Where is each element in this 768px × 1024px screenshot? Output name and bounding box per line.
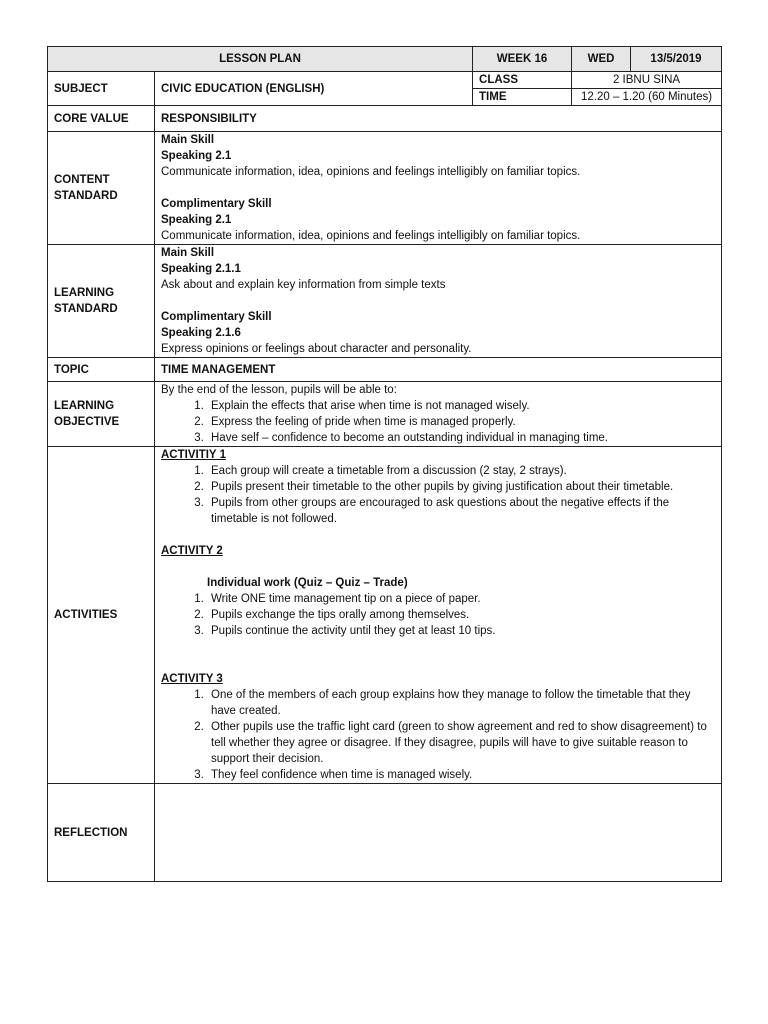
activity-3-title: ACTIVITY 3 [161, 673, 223, 685]
topic-label: TOPIC [48, 358, 155, 382]
core-value-row [48, 106, 722, 132]
reflection-label: REFLECTION [48, 784, 155, 882]
learning-standard-label-line2: STANDARD [54, 303, 118, 315]
learning-standard-label [48, 245, 155, 358]
list-item: 2. Other pupils use the traffic light card (green to show agreement and red to show disagreement) to tell whether they agree or disagree. If they disagree, pupils will have to give suitable reason to support their decision. [207, 719, 715, 767]
activities-label: ACTIVITIES [48, 447, 155, 784]
list-item: 2. Pupils present their timetable to the other pupils by giving justification about their timetable. [207, 479, 715, 495]
ls-comp-code: Speaking 2.1.6 [161, 327, 241, 339]
spacer [161, 293, 715, 309]
content-standard-body [155, 132, 722, 245]
activity-1-title: ACTIVITIY 1 [161, 449, 226, 461]
spacer [161, 559, 715, 575]
lesson-plan-table [47, 46, 722, 882]
ls-comp-title: Complimentary Skill [161, 311, 272, 323]
list-item: 1. Each group will create a timetable from a discussion (2 stay, 2 strays). [207, 463, 715, 479]
content-standard-row [48, 132, 722, 245]
core-value-label: CORE VALUE [48, 106, 155, 132]
learning-standard-body [155, 245, 722, 358]
spacer [161, 639, 715, 671]
subject-value: CIVIC EDUCATION (ENGLISH) [155, 72, 473, 106]
activities-body [155, 447, 722, 784]
list-item: 1. One of the members of each group explains how they manage to follow the timetable that they have created. [207, 687, 715, 719]
activity-1-list [161, 463, 715, 527]
cs-comp-text: Communicate information, idea, opinions and feelings intelligibly on familiar topics. [161, 230, 581, 242]
week-cell: WEEK 16 [473, 47, 572, 72]
cs-comp-code: Speaking 2.1 [161, 214, 232, 226]
subject-label: SUBJECT [48, 72, 155, 106]
learning-standard-label-line1: LEARNING [54, 287, 115, 299]
activity-2-list [161, 591, 715, 639]
list-item: 3. Have self – confidence to become an outstanding individual in managing time. [207, 430, 715, 446]
header-row [48, 47, 722, 72]
topic-row [48, 358, 722, 382]
content-standard-label [48, 132, 155, 245]
date-cell: 13/5/2019 [631, 47, 722, 72]
core-value-value: RESPONSIBILITY [155, 106, 722, 132]
list-item: 3. They feel confidence when time is managed wisely. [207, 767, 715, 783]
list-item: 2. Pupils exchange the tips orally among themselves. [207, 607, 715, 623]
cs-main-code: Speaking 2.1 [161, 150, 232, 162]
spacer [161, 527, 715, 543]
activity-2-subtitle: Individual work (Quiz – Quiz – Trade) [207, 577, 408, 589]
content-standard-label-line1: CONTENT [54, 174, 110, 186]
activity-2-title: ACTIVITY 2 [161, 545, 223, 557]
cs-main-title: Main Skill [161, 134, 215, 146]
ls-main-text: Ask about and explain key information from simple texts [161, 279, 446, 291]
learning-standard-row [48, 245, 722, 358]
learning-objective-label-line2: OBJECTIVE [54, 416, 120, 428]
reflection-row [48, 784, 722, 882]
day-cell: WED [572, 47, 631, 72]
class-label: CLASS [473, 72, 572, 89]
list-item: 2. Express the feeling of pride when time is managed properly. [207, 414, 715, 430]
learning-objective-body [155, 382, 722, 447]
class-value: 2 IBNU SINA [572, 72, 722, 89]
list-item: 1. Write ONE time management tip on a piece of paper. [207, 591, 715, 607]
reflection-body [155, 784, 722, 882]
list-item: 3. Pupils continue the activity until they get at least 10 tips. [207, 623, 715, 639]
lesson-plan-title: LESSON PLAN [48, 47, 473, 72]
content-standard-label-line2: STANDARD [54, 190, 118, 202]
ls-main-code: Speaking 2.1.1 [161, 263, 241, 275]
list-item: 1. Explain the effects that arise when time is not managed wisely. [207, 398, 715, 414]
cs-main-text: Communicate information, idea, opinions and feelings intelligibly on familiar topics. [161, 166, 581, 178]
ls-main-title: Main Skill [161, 247, 215, 259]
lo-intro: By the end of the lesson, pupils will be able to: [161, 384, 397, 396]
learning-objective-row [48, 382, 722, 447]
cs-comp-title: Complimentary Skill [161, 198, 272, 210]
activity-3-list [161, 687, 715, 783]
activities-row [48, 447, 722, 784]
learning-objective-label-line1: LEARNING [54, 400, 115, 412]
list-item: 3. Pupils from other groups are encouraged to ask questions about the negative effects if the timetable is not followed. [207, 495, 715, 527]
learning-objective-label [48, 382, 155, 447]
time-label: TIME [473, 89, 572, 106]
lo-list [161, 398, 715, 446]
spacer [161, 180, 715, 196]
topic-value: TIME MANAGEMENT [155, 358, 722, 382]
ls-comp-text: Express opinions or feelings about character and personality. [161, 343, 472, 355]
time-value: 12.20 – 1.20 (60 Minutes) [572, 89, 722, 106]
subject-row [48, 72, 722, 89]
